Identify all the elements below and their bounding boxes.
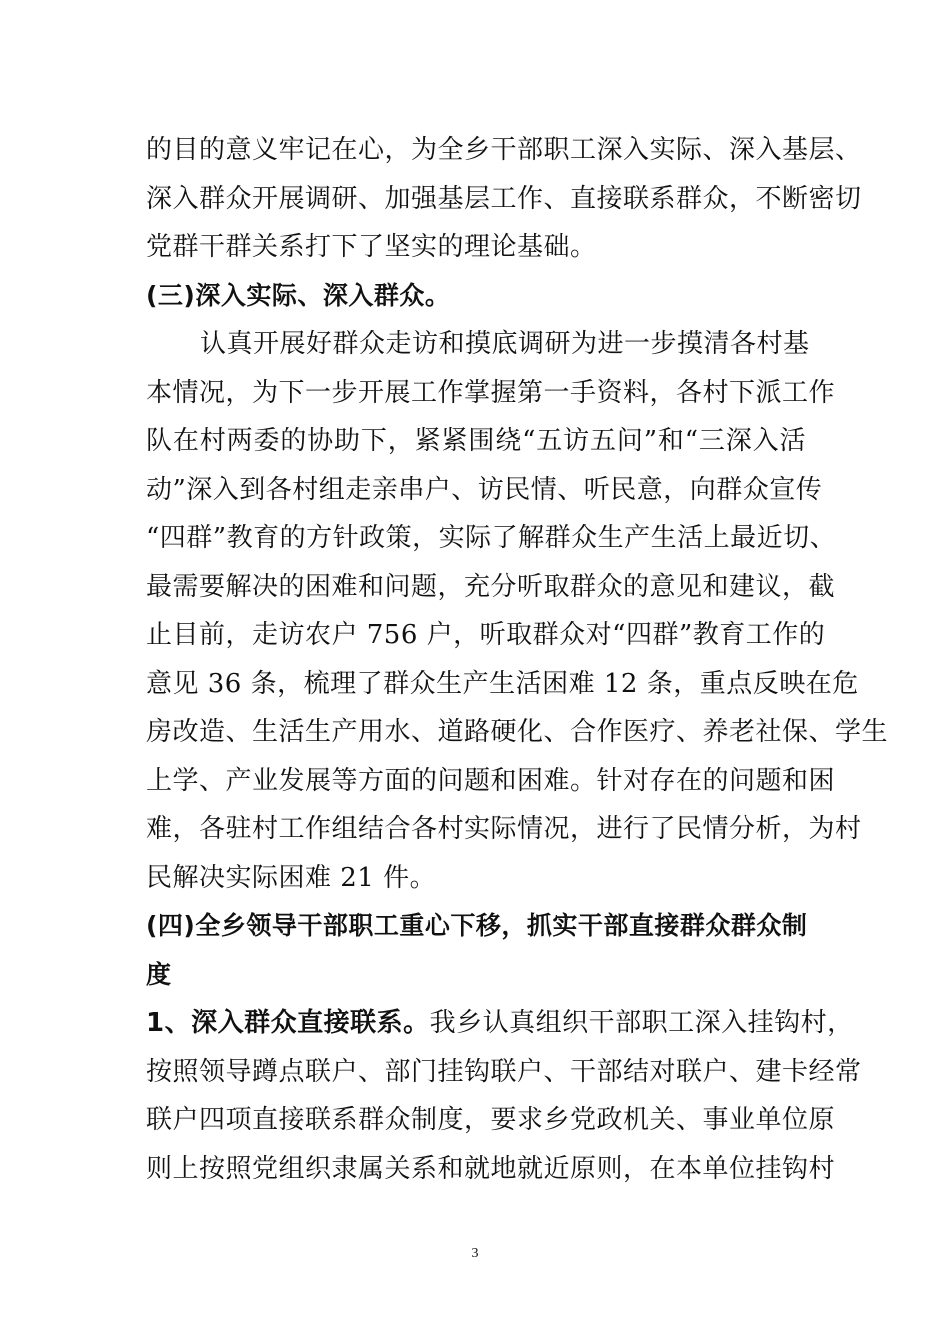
item-one-first-line-text: 我乡认真组织干部职工深入挂钩村， (429, 1008, 854, 1038)
text-line: 认真开展好群众走访和摸底调研为进一步摸清各村基 (200, 329, 810, 359)
text-line: 民解决实际困难 21 件。 (146, 862, 437, 893)
text-line: 党群干群关系打下了坚实的理论基础。 (146, 232, 597, 262)
text-line: 深入群众开展调研、加强基层工作、直接联系群众，不断密切 (146, 183, 862, 214)
section-three-paragraph (146, 320, 889, 902)
text-line: 上学、产业发展等方面的问题和困难。针对存在的问题和困 (146, 765, 836, 796)
text-line: 的目的意义牢记在心，为全乡干部职工深入实际、深入基层、 (146, 135, 862, 165)
section-three-heading: (三)深入实际、深入群众。 (146, 280, 451, 310)
paragraph-intro (146, 126, 862, 272)
document-body (146, 126, 889, 1193)
text-line: 本情况，为下一步开展工作掌握第一手资料，各村下派工作 (146, 377, 836, 408)
text-line: 意见 36 条，梳理了群众生产生活困难 12 条，重点反映在危 (146, 668, 859, 699)
text-line: “四群”教育的方针政策，实际了解群众生产生活上最近切、 (146, 523, 837, 553)
heading-line: 度 (146, 959, 172, 989)
text-line: 队在村两委的协助下，紧紧围绕“五访五问”和“三深入活 (146, 426, 806, 456)
section-four-heading (146, 902, 806, 999)
text-line: 难，各驻村工作组结合各村实际情况，进行了民情分析，为村 (146, 814, 862, 844)
item-one-first-line (146, 999, 854, 1048)
page-number: 3 (471, 1246, 479, 1261)
text-line: 动”深入到各村组走亲串户、访民情、听民意，向群众宣传 (146, 474, 823, 505)
text-line: 联户四项直接联系群众制度，要求乡党政机关、事业单位原 (146, 1105, 836, 1135)
text-line: 按照领导蹲点联户、部门挂钩联户、干部结对联户、建卡经常 (146, 1056, 862, 1087)
item-one-lead: 1、深入群众直接联系。 (146, 1008, 430, 1038)
text-line: 房改造、生活生产用水、道路硬化、合作医疗、养老社保、学生 (146, 717, 889, 747)
heading-line: (四)全乡领导干部职工重心下移，抓实干部直接群众群众制 (146, 911, 808, 940)
text-line: 最需要解决的困难和问题，充分听取群众的意见和建议，截 (146, 571, 836, 602)
item-one-paragraph (146, 999, 862, 1193)
text-line: 止目前，走访农户 756 户，听取群众对“四群”教育工作的 (146, 620, 826, 650)
text-line: 则上按照党组织隶属关系和就地就近原则，在本单位挂钩村 (146, 1153, 836, 1184)
